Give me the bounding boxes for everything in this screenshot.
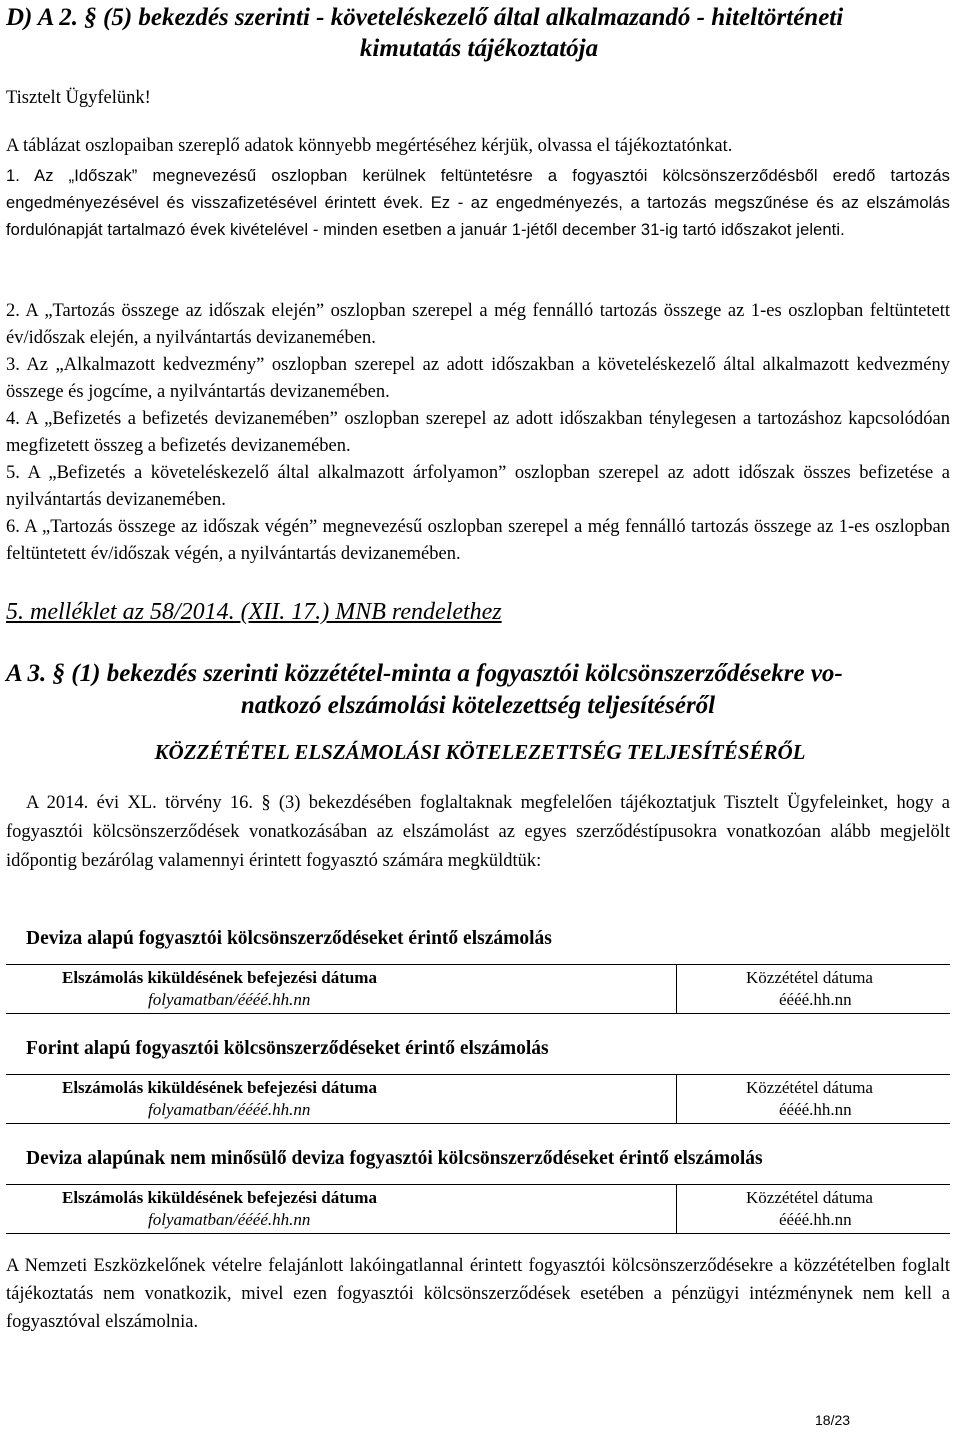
table-divider [676,965,677,1013]
table-3 [6,1184,950,1234]
intro-paragraph: A táblázat oszlopaiban szereplő adatok könnyebb megértéséhez kérjük, olvassa el tájékoztatónkat. [6,136,733,156]
table-2-col1-value: folyamatban/éééé.hh.nn [148,1100,311,1119]
table-3-col2-value: éééé.hh.nn [779,1210,852,1229]
table-3-col1-value: folyamatban/éééé.hh.nn [148,1210,311,1229]
table-2-col2-value: éééé.hh.nn [779,1100,852,1119]
table-2-col2-header: Közzététel dátuma [746,1078,873,1097]
page-number: 18/23 [815,1412,851,1428]
table-1-col2-value: éééé.hh.nn [779,990,852,1009]
explanation-list [6,163,950,245]
table-1-col1-header: Elszámolás kiküldésének befejezési dátuma [62,968,377,987]
annex-reference: 5. melléklet az 58/2014. (XII. 17.) MNB rendelethez [6,599,502,625]
table-1-col2-header: Közzététel dátuma [746,968,873,987]
announcement-text [6,789,950,876]
section-heading [6,658,950,722]
explanation-item-6: 6. A „Tartozás összege az időszak végén” megnevezésű oszlopban szerepel a még fennálló tartozás összege az 1-es oszlopban feltüntetett év/időszak végén, a nyilvántartás devizanemében. [6,517,950,564]
table-2 [6,1074,950,1124]
main-heading [0,2,958,64]
greeting: Tisztelt Ügyfelünk! [6,88,151,108]
table-1-col1-value: folyamatban/éééé.hh.nn [148,990,311,1009]
announcement-title: KÖZZÉTÉTEL ELSZÁMOLÁSI KÖTELEZETTSÉG TELJESÍTÉSÉRŐL [154,740,806,764]
explanation-item-1: 1. Az „Időszak” megnevezésű oszlopban kerülnek feltüntetésre a fogyasztói kölcsönszerződésből eredő tartozás engedményezésével és visszafizetésével érintett évek. Ez - az engedményezés, a tartozás megszűnése és az elszámolás fordulónapját tartalmazó évek kivételével - minden esetben a január 1-jétől december 31-ig tartó időszakot jelenti. [6,167,950,240]
table-divider [676,1075,677,1123]
table-divider [676,1185,677,1233]
closing-paragraph: A Nemzeti Eszközkelőnek vételre felajánlott lakóingatlannal érintett fogyasztói kölcsönszerződésekre a közzétételben foglalt tájékoztatás nem vonatkozik, mivel ezen fogyasztói kölcsönszerződések esetében a pénzügyi intézménynek nem kell a fogyasztóval elszámolnia. [6,1256,950,1332]
table-3-col1-header: Elszámolás kiküldésének befejezési dátuma [62,1188,377,1207]
explanation-item-3: 3. Az „Alkalmazott kedvezmény” oszlopban szerepel az adott időszakban a követeléskezelő által alkalmazott kedvezmény összege és jogcíme, a nyilvántartás devizanemében. [6,355,950,402]
explanation-item-2: 2. A „Tartozás összege az időszak elején” oszlopban szerepel a még fennálló tartozás összege az 1-es oszlopban feltüntetett év/időszak elején, a nyilvántartás devizanemében. [6,301,950,348]
table-2-title: Forint alapú fogyasztói kölcsönszerződéseket érintő elszámolás [26,1038,549,1059]
table-2-col1-header: Elszámolás kiküldésének befejezési dátuma [62,1078,377,1097]
explanation-list-continued [6,298,950,568]
main-heading-line2: kimutatás tájékoztatója [359,35,599,62]
explanation-item-5: 5. A „Befizetés a követeléskezelő által alkalmazott árfolyamon” oszlopban szerepel az adott időszak összes befizetése a nyilvántartás devizanemében. [6,463,950,510]
main-heading-line1: D) A 2. § (5) bekezdés szerinti - követeléskezelő által alkalmazandó - hiteltörténeti [6,4,844,31]
section-heading-line2: natkozó elszámolási kötelezettség teljesítéséről [240,692,716,719]
explanation-item-4: 4. A „Befizetés a befizetés devizanemében” oszlopban szerepel az adott időszakban ténylegesen a tartozáshoz kapcsolódóan megfizetett összeg a befizetés devizanemében. [6,409,950,456]
announcement-text-body: A 2014. évi XL. törvény 16. § (3) bekezdésében foglaltaknak megfelelően tájékoztatjuk Tisztelt Ügyfeleinket, hogy a fogyasztói kölcsönszerződések vonatkozásában az elszámolást az egyes szerződéstípusokra vonatkozóan alább megjelölt időpontig bezárólag valamennyi érintett fogyasztó számára megküldtük: [6,793,950,871]
table-1 [6,964,950,1014]
table-3-col2-header: Közzététel dátuma [746,1188,873,1207]
table-3-title: Deviza alapúnak nem minősülő deviza fogyasztói kölcsönszerződéseket érintő elszámolás [26,1148,763,1169]
table-1-title: Deviza alapú fogyasztói kölcsönszerződéseket érintő elszámolás [26,928,552,949]
section-heading-line1: A 3. § (1) bekezdés szerinti közzététel-minta a fogyasztói kölcsönszerződésekre vo- [6,660,843,687]
